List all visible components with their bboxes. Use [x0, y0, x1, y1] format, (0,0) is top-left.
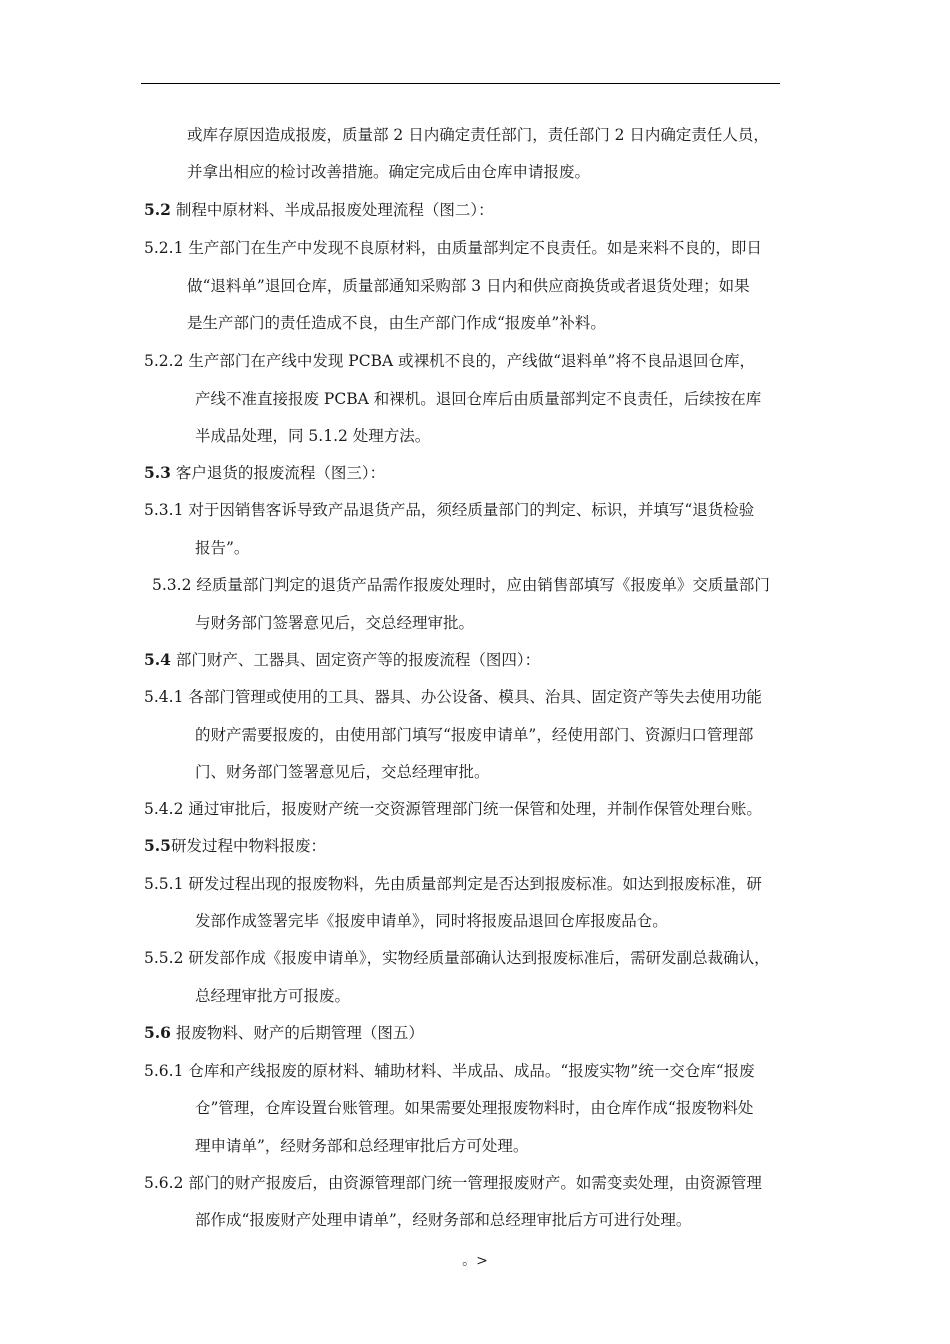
text-line: 仓”管理，仓库设置台账管理。如果需要处理报废物料时，由仓库作成“报废物料处 [195, 1099, 754, 1117]
text-line: 并拿出相应的检讨改善措施。确定完成后由仓库申请报废。 [187, 163, 591, 181]
text-line: 理申请单”，经财务部和总经理审批后方可处理。 [195, 1137, 529, 1155]
list-item: 5.4.2 通过审批后，报废财产统一交资源管理部门统一保管和处理，并制作保管处理台账。 [144, 800, 762, 818]
header-rule [141, 83, 780, 84]
text-line: 发部作成签署完毕《报废申请单》，同时将报废品退回仓库报废品仓。 [195, 912, 668, 930]
text-line: 报告”。 [195, 539, 250, 557]
list-item: 5.2.1 生产部门在生产中发现不良原材料，由质量部判定不良责任。如是来料不良的，即日 [144, 239, 762, 257]
list-item: 5.6.1 仓库和产线报废的原材料、辅助材料、半成品、成品。“报废实物”统一交仓库“报废 [144, 1062, 755, 1080]
list-item: 5.6.2 部门的财产报废后，由资源管理部门统一管理报废财产。如需变卖处理，由资源管理 [144, 1174, 762, 1192]
text-line: 产线不准直接报废 PCBA 和裸机。退回仓库后由质量部判定不良责任，后续按在库 [195, 390, 762, 408]
list-item: 5.5.2 研发部作成《报废申请单》，实物经质量部确认达到报废标准后，需研发副总裁确认， [144, 949, 770, 967]
text-line: 做“退料单”退回仓库，质量部通知采购部 3 日内和供应商换货或者退货处理；如果 [187, 277, 750, 295]
list-item: 5.3.1 对于因销售客诉导致产品退货产品，须经质量部门的判定、标识，并填写“退货检验 [144, 501, 755, 519]
text-line: 是生产部门的责任造成不良，由生产部门作成“报废单”补料。 [187, 314, 606, 332]
text-line: 的财产需要报废的，由使用部门填写“报废申请单”，经使用部门、资源归口管理部 [195, 726, 754, 744]
page-footer: 。> [462, 1253, 488, 1269]
section-heading: 5.6 报废物料、财产的后期管理（图五） [144, 1023, 424, 1042]
list-item: 5.4.1 各部门管理或使用的工具、器具、办公设备、模具、治具、固定资产等失去使用功能 [144, 688, 762, 706]
list-item: 5.2.2 生产部门在产线中发现 PCBA 或裸机不良的，产线做“退料单”将不良品退回仓库， [144, 352, 755, 370]
text-line: 门、财务部门签署意见后，交总经理审批。 [195, 763, 490, 781]
list-item: 5.5.1 研发过程出现的报废物料，先由质量部判定是否达到报废标准。如达到报废标准，研 [144, 875, 762, 893]
text-line: 部作成“报废财产处理申请单”，经财务部和总经理审批后方可进行处理。 [195, 1211, 692, 1229]
list-item: 5.3.2 经质量部门判定的退货产品需作报废处理时，应由销售部填写《报废单》交质量部门 [152, 576, 770, 594]
section-heading: 5.5研发过程中物料报废： [144, 836, 326, 855]
section-heading: 5.2 制程中原材料、半成品报废处理流程（图二）： [144, 200, 494, 219]
text-line: 与财务部门签署意见后，交总经理审批。 [195, 614, 475, 632]
text-line: 或库存原因造成报废，质量部 2 日内确定责任部门，责任部门 2 日内确定责任人员， [187, 126, 769, 144]
section-heading: 5.4 部门财产、工器具、固定资产等的报废流程（图四）： [144, 650, 541, 669]
text-line: 总经理审批方可报废。 [195, 987, 351, 1005]
text-line: 半成品处理，同 5.1.2 处理方法。 [195, 427, 431, 445]
section-heading: 5.3 客户退货的报废流程（图三）： [144, 463, 386, 482]
